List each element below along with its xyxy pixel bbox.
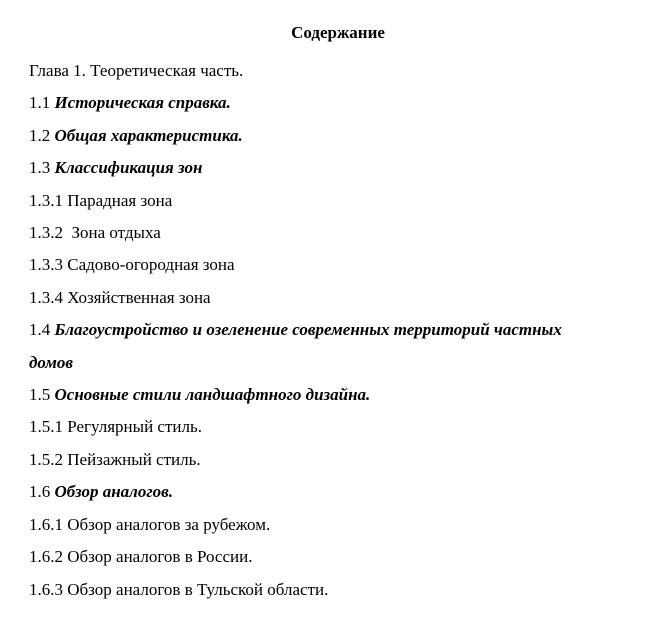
toc-text: Парадная зона xyxy=(67,190,173,210)
toc-number: 1.3.2 xyxy=(29,223,72,243)
toc-line-1-5-1 xyxy=(29,411,629,443)
toc-line-1-4 xyxy=(29,314,629,346)
toc-number: 1.6.3 xyxy=(29,579,68,599)
toc-number: 1.3.4 xyxy=(29,287,68,307)
toc-line-1-3-2 xyxy=(29,217,629,249)
toc-text: Глава 1. Теоретическая часть. xyxy=(29,61,244,80)
toc-number: 1.2 xyxy=(29,125,55,145)
toc-text: Обзор аналогов в России. xyxy=(67,547,253,567)
toc-number: 1.5.2 xyxy=(29,449,68,469)
toc-line-1-3-1 xyxy=(29,185,629,217)
toc-line-1-6-3 xyxy=(29,574,629,606)
toc-line-1-3-3 xyxy=(29,249,629,281)
toc-number: 1.5 xyxy=(29,385,55,405)
toc-number: 1.6.2 xyxy=(29,547,68,567)
toc-text: Основные стили ландшафтного дизайна. xyxy=(54,385,371,405)
toc-number: 1.3.3 xyxy=(29,255,68,275)
toc-line-1-4-cont xyxy=(29,347,629,379)
toc-line-1-3-4 xyxy=(29,282,629,314)
toc-text: Пейзажный стиль. xyxy=(67,449,201,469)
page-title: Содержание xyxy=(291,23,385,42)
toc-line-1-2 xyxy=(29,120,629,152)
toc-text: Общая характеристика. xyxy=(54,125,243,145)
toc-number: 1.3 xyxy=(29,158,55,178)
toc-line-1-6-2 xyxy=(29,541,629,573)
toc-line-1-5 xyxy=(29,379,629,411)
toc-text: Обзор аналогов за рубежом. xyxy=(67,514,271,534)
toc-line-1-6 xyxy=(29,476,629,508)
toc-number: 1.1 xyxy=(29,93,55,113)
toc-text: домов xyxy=(29,352,74,372)
toc-text: Регулярный стиль. xyxy=(67,417,202,437)
toc-line-1-5-2 xyxy=(29,444,629,476)
toc-number: 1.6.1 xyxy=(29,514,68,534)
toc-text: Садово-огородная зона xyxy=(67,255,235,275)
toc-number: 1.4 xyxy=(29,320,55,340)
toc-line-1-1 xyxy=(29,87,629,119)
toc-text: Историческая справка. xyxy=(54,93,231,113)
toc-number: 1.3.1 xyxy=(29,190,68,210)
table-of-contents xyxy=(29,55,629,606)
toc-text: Обзор аналогов. xyxy=(54,482,173,502)
toc-text: Классификация зон xyxy=(54,158,203,178)
toc-text: Зона отдыха xyxy=(71,223,161,243)
toc-text: Хозяйственная зона xyxy=(67,287,211,307)
toc-text: Благоустройство и озеленение современных территорий частных xyxy=(54,320,562,340)
toc-number: 1.5.1 xyxy=(29,417,68,437)
toc-text: Обзор аналогов в Тульской области. xyxy=(67,579,329,599)
toc-line-1-3 xyxy=(29,152,629,184)
toc-line-1-6-1 xyxy=(29,509,629,541)
toc-line-chapter-1 xyxy=(29,55,629,87)
toc-number: 1.6 xyxy=(29,482,55,502)
